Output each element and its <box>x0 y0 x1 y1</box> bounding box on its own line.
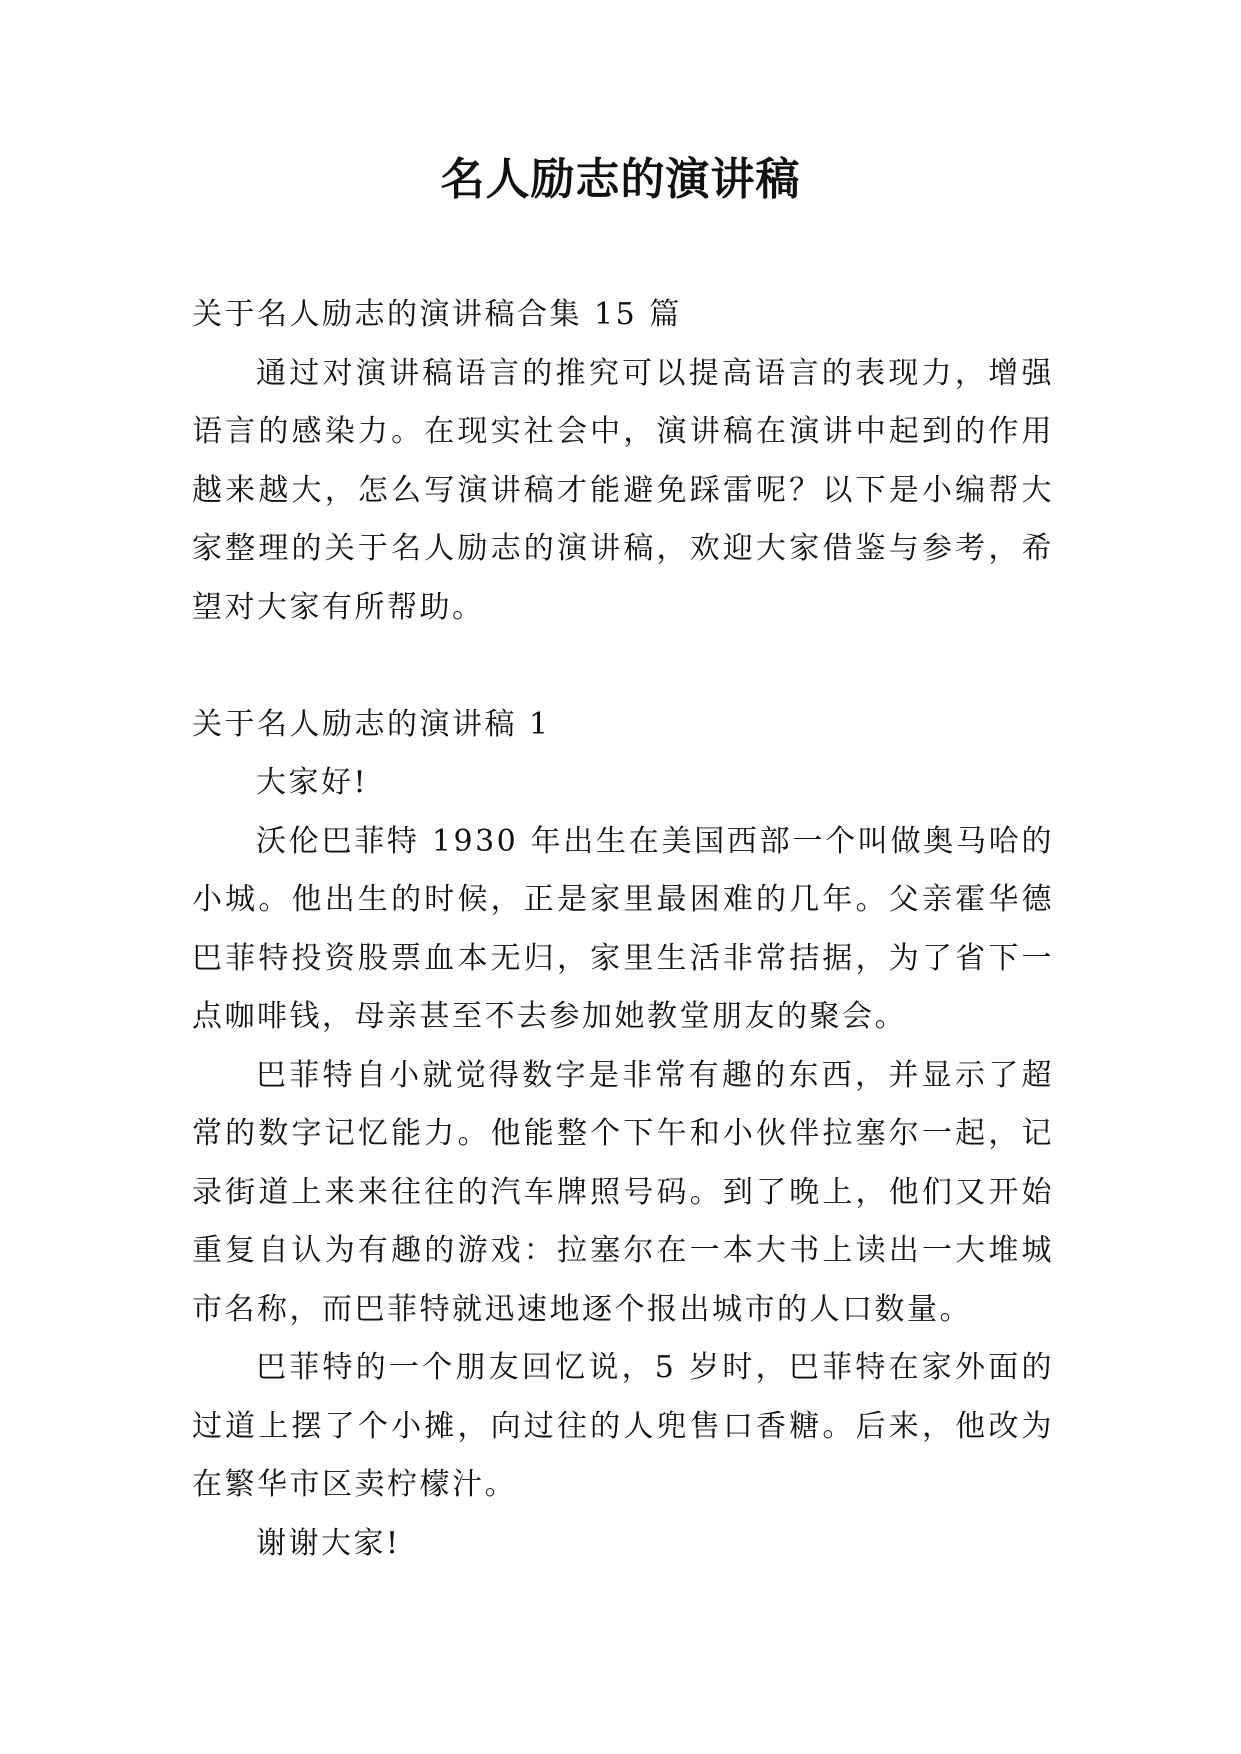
page-title: 名人励志的演讲稿 <box>440 154 801 205</box>
closing: 谢谢大家! <box>256 1525 401 1561</box>
greeting: 大家好! <box>256 765 369 800</box>
section-spacer <box>192 637 1054 696</box>
collection-heading: 关于名人励志的演讲稿合集 15 篇 <box>192 297 682 332</box>
body-paragraph: 巴菲特自小就觉得数字是非常有趣的东西，并显示了超常的数字记忆能力。他能整个下午和小伙伴拉塞尔一起，记录街道上来来往往的汽车牌照号码。到了晚上，他们又开始重复自认为有趣的游戏：拉塞尔在一本大书上读出一大堆城市名称，而巴菲特就迅速地逐个报出城市的人口数量。 <box>192 1057 1054 1327</box>
body-paragraph: 巴菲特的一个朋友回忆说，5 岁时，巴菲特在家外面的过道上摆了个小摊，向过往的人兜售口香糖。后来，他改为在繁华市区卖柠檬汁。 <box>192 1350 1054 1502</box>
body-paragraph: 沃伦巴菲特 1930 年出生在美国西部一个叫做奥马哈的小城。他出生的时候，正是家里最困难的几年。父亲霍华德巴菲特投资股票血本无归，家里生活非常拮据，为了省下一点咖啡钱，母亲甚至不去参加她教堂朋友的聚会。 <box>192 823 1054 1034</box>
document-body <box>192 286 1054 1573</box>
section-heading: 关于名人励志的演讲稿 1 <box>192 706 551 742</box>
intro-paragraph: 通过对演讲稿语言的推究可以提高语言的表现力，增强语言的感染力。在现实社会中，演讲稿在演讲中起到的作用越来越大，怎么写演讲稿才能避免踩雷呢？以下是小编帮大家整理的关于名人励志的演讲稿，欢迎大家借鉴与参考，希望对大家有所帮助。 <box>192 355 1054 625</box>
